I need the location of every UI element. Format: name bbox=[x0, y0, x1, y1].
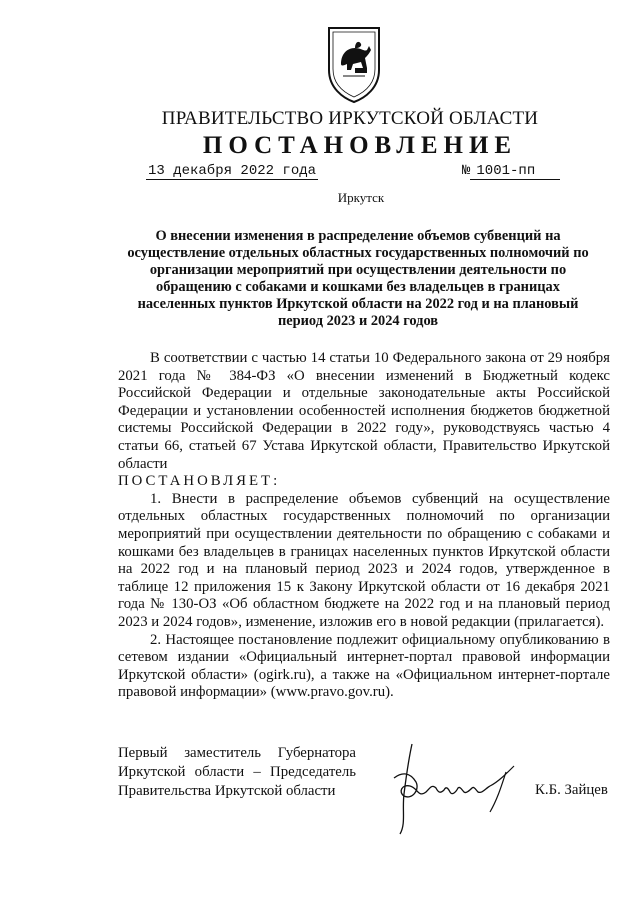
signer-name: К.Б. Зайцев bbox=[535, 782, 608, 798]
preamble-paragraph: В соответствии с частью 14 статьи 10 Федерального закона от 29 ноября 2021 года № 384-ФЗ «О внесении изменений в Бюджетный кодекс Российской Федерации и отдельные законодательные акты Российской Федерации и установлении особенностей исполнения бюджетов бюджетной системы Российской Федерации в 2022 году», руководствуясь частью 4 статьи 66, статьей 67 Устава Иркутской области, Правительство Иркутской области bbox=[118, 350, 610, 472]
decrees-word: ПОСТАНОВЛЯЕТ: bbox=[118, 473, 281, 490]
signer-position bbox=[118, 744, 356, 801]
signer-position-line-1: Первый заместитель Губернатора bbox=[118, 745, 356, 761]
document-type-heading: ПОСТАНОВЛЕНИЕ bbox=[202, 132, 518, 159]
number-prefix: № bbox=[462, 163, 471, 179]
item-1-paragraph: 1. Внести в распределение объемов субвенций на осуществление отдельных областных государственных полномочий по организации мероприятий при осуществлении деятельности по обращению с собаками и кошками без владельцев в границах населенных пунктов Иркутской области на 2022 год и на плановый период 2023 и 2024 годов, утвержденное в таблице 12 приложения 15 к Закону Иркутской области от 16 декабря 2021 года № 130-ОЗ «Об областном бюджете на 2022 год и на плановый период 2023 и 2024 годов», изменение, изложив его в новой редакции (прилагается). bbox=[118, 490, 610, 630]
document-number bbox=[462, 163, 560, 180]
government-name: ПРАВИТЕЛЬСТВО ИРКУТСКОЙ ОБЛАСТИ bbox=[161, 108, 539, 129]
signer-position-line-2: Иркутской области – Председатель bbox=[118, 764, 356, 780]
date-value: 13 декабря 2022 года bbox=[148, 163, 317, 179]
document-body bbox=[118, 350, 610, 702]
number-value: 1001-пп bbox=[470, 163, 560, 180]
document-city: Иркутск bbox=[337, 190, 385, 205]
item-2-paragraph: 2. Настоящее постановление подлежит официальному опубликованию в сетевом издании «Официальный интернет-портал правовой информации Иркутской области» (ogirk.ru), а также на «Официальном интернет-портале правовой информации» (www.pravo.gov.ru). bbox=[118, 631, 610, 701]
document-date bbox=[146, 163, 318, 179]
coat-of-arms-emblem bbox=[325, 24, 383, 104]
signer-position-line-3: Правительства Иркутской области bbox=[118, 783, 336, 799]
handwritten-signature bbox=[382, 738, 532, 838]
document-title: О внесении изменения в распределение объемов субвенций на осуществление отдельных областных государственных полномочий по организации мероприятий при осуществлении деятельности по обращению с собаками и кошками без владельцев в границах населенных пунктов Иркутской области на 2022 год и на плановый период 2023 и 2024 годов bbox=[127, 228, 589, 329]
